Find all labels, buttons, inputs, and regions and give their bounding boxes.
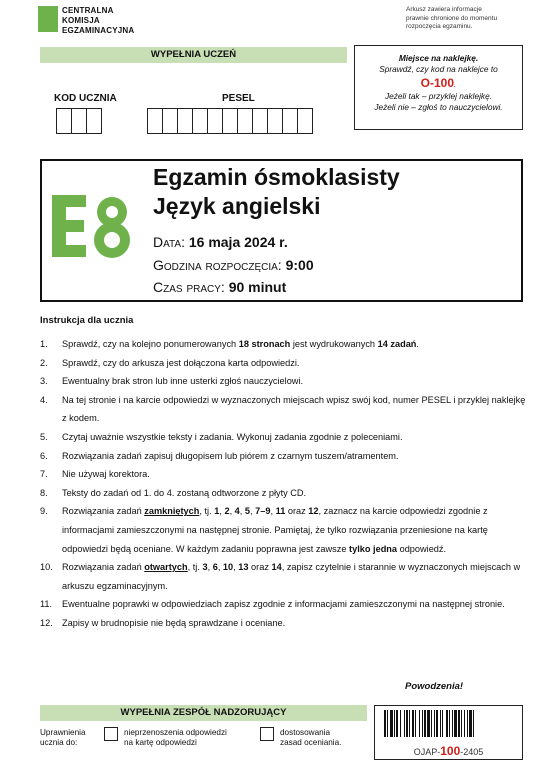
barcode-bar [404, 710, 405, 737]
pesel-digit-box[interactable] [252, 108, 268, 134]
barcode-bar [431, 710, 432, 737]
adapted-grading-checkbox[interactable] [260, 727, 274, 741]
instruction-text: Czytaj uważnie wszystkie teksty i zadania. Wykonuj zadania zgodnie z poleceniami. [62, 431, 403, 442]
instruction-number: 8. [40, 487, 48, 498]
barcode-bar [424, 710, 426, 737]
instruction-number: 4. [40, 394, 48, 405]
instruction-text: Sprawdź, czy na kolejno ponumerowanych 18 stronach jest wydrukowanych 14 zadań. [62, 339, 419, 349]
pesel-field[interactable] [147, 108, 312, 134]
no-transfer-checkbox[interactable] [104, 727, 118, 741]
barcode-bar [473, 710, 474, 737]
instruction-number: 10. [40, 562, 53, 573]
code-digit-box[interactable] [56, 108, 72, 134]
barcode-bar [390, 710, 393, 737]
barcode-bar [436, 710, 438, 737]
instruction-number: 7. [40, 469, 48, 480]
instruction-item [40, 484, 526, 503]
instruction-item [40, 391, 526, 428]
barcode-bar [409, 710, 410, 737]
instructions-list [40, 335, 526, 633]
instruction-item [40, 614, 526, 633]
instruction-text: Ewentualne poprawki w odpowiedziach zapisz zgodnie z informacjami zamieszczonymi na następnej stronie. [62, 599, 505, 610]
e8-logo-icon [50, 191, 136, 261]
instruction-text: Sprawdź, czy do arkusza jest dołączona karta odpowiedzi. [62, 357, 300, 368]
instruction-item [40, 558, 526, 595]
barcode-bar [412, 710, 414, 737]
instruction-text: Zapisy w brudnopisie nie będą sprawdzane i oceniane. [62, 617, 286, 628]
good-luck-text: Powodzenia! [405, 681, 464, 692]
instructions-heading: Instrukcja dla ucznia [40, 315, 134, 326]
barcode-bar [434, 710, 435, 737]
no-transfer-label: nieprzenoszenia odpowiedzi na kartę odpowiedzi [124, 728, 227, 747]
cke-logo-text: CENTRALNA KOMISJA EGZAMINACYJNA [62, 6, 135, 35]
barcode-bar [446, 710, 448, 737]
supervisor-fill-header: WYPEŁNIA ZESPÓŁ NADZORUJĄCY [40, 705, 367, 721]
instruction-text: Teksty do zadań od 1. do 4. zostaną odtworzone z płyty CD. [62, 487, 307, 498]
exam-date: Data: 16 maja 2024 r. [153, 234, 288, 250]
barcode-bar [461, 710, 462, 737]
instruction-number: 6. [40, 450, 48, 461]
pesel-digit-box[interactable] [162, 108, 178, 134]
barcode-bar [394, 710, 395, 737]
adapted-grading-label: dostosowania zasad oceniania. [280, 728, 342, 747]
instruction-item [40, 502, 526, 558]
pesel-digit-box[interactable] [267, 108, 283, 134]
instruction-number: 1. [40, 339, 48, 349]
pesel-digit-box[interactable] [282, 108, 298, 134]
instruction-number: 11. [40, 599, 53, 610]
instruction-number: 3. [40, 376, 48, 387]
barcode-bar [464, 710, 465, 737]
student-fill-header: WYPEŁNIA UCZEŃ [40, 47, 347, 63]
sheet-code: OJAP-100-2405 [413, 744, 484, 758]
barcode-bar [415, 710, 416, 737]
barcode-bar [452, 710, 453, 737]
instruction-text: Nie używaj korektora. [62, 469, 150, 480]
pesel-digit-box[interactable] [192, 108, 208, 134]
entitlements-label: Uprawnienia ucznia do: [40, 728, 86, 747]
barcode-bar [458, 710, 460, 737]
barcode-bar [396, 710, 398, 737]
exam-duration: Czas pracy: 90 minut [153, 279, 287, 295]
instruction-text: Rozwiązania zadań otwartych, tj. 3, 6, 10, 13 oraz 14, zapisz czytelnie i starannie w wyznaczonych miejscach w arkuszu egzaminacyjnym. [62, 562, 521, 591]
pesel-label: PESEL [222, 93, 255, 104]
barcode-bar [467, 710, 468, 737]
barcode-bar [449, 710, 450, 737]
instruction-item [40, 335, 526, 354]
sticker-code: O-100 [420, 76, 455, 90]
exam-title: Egzamin ósmoklasisty Język angielski [153, 164, 400, 219]
student-code-field[interactable] [56, 108, 101, 134]
barcode-bar [406, 710, 408, 737]
instruction-item [40, 465, 526, 484]
code-digit-box[interactable] [86, 108, 102, 134]
barcode-bar [427, 710, 430, 737]
barcode-bar [400, 710, 401, 737]
barcode-bar [387, 710, 388, 737]
instruction-item [40, 447, 526, 466]
instruction-item [40, 595, 526, 614]
pesel-digit-box[interactable] [222, 108, 238, 134]
pesel-digit-box[interactable] [207, 108, 223, 134]
exam-start-time: Godzina rozpoczęcia: 9:00 [153, 257, 314, 273]
pesel-digit-box[interactable] [297, 108, 313, 134]
code-digit-box[interactable] [71, 108, 87, 134]
barcode-bar [454, 710, 457, 737]
instruction-text: Na tej stronie i na karcie odpowiedzi w wyznaczonych miejscach wpisz swój kod, numer PESEL i przyklej naklejkę z kodem. [62, 394, 526, 424]
barcode-bar [419, 710, 420, 737]
pesel-digit-box[interactable] [237, 108, 253, 134]
instruction-number: 12. [40, 617, 53, 628]
instruction-number: 2. [40, 357, 48, 368]
instruction-text: Rozwiązania zadań zapisuj długopisem lub piórem z czarnym tuszem/atramentem. [62, 450, 399, 461]
instruction-number: 9. [40, 506, 48, 517]
instruction-item [40, 354, 526, 373]
sticker-area[interactable]: Miejsce na naklejkę. Sprawdź, czy kod na naklejce to O-100. Jeżeli tak – przyklej naklejkę. Jeżeli nie – zgłoś to nauczycielowi. [354, 45, 523, 130]
barcode-bar [422, 710, 423, 737]
pesel-digit-box[interactable] [147, 108, 163, 134]
barcode-bar [442, 710, 443, 737]
student-code-label: KOD UCZNIA [54, 93, 117, 104]
instruction-number: 5. [40, 431, 48, 442]
barcode-icon [384, 710, 514, 737]
instruction-item [40, 428, 526, 447]
instruction-text: Rozwiązania zadań zamkniętych, tj. 1, 2, 4, 5, 7–9, 11 oraz 12, zaznacz na karcie odpowiedzi zgodnie z informacjami zamieszczonymi na następnej stronie. Pamiętaj, że tylko rozwiązania przeniesione na kartę odpowiedzi będą oceniane. W każdym zadaniu poprawna jest zawsze tylko jedna odpowiedź. [62, 506, 488, 554]
pesel-digit-box[interactable] [177, 108, 193, 134]
barcode-bar [440, 710, 441, 737]
barcode-bar [384, 710, 386, 737]
copyright-note: Arkusz zawiera informacje prawnie chronione do momentu rozpoczęcia egzaminu. [406, 6, 498, 30]
instruction-text: Ewentualny brak stron lub inne usterki zgłoś nauczycielowi. [62, 376, 304, 387]
cke-logo-icon [38, 6, 58, 32]
instruction-item [40, 372, 526, 391]
barcode-bar [469, 710, 472, 737]
